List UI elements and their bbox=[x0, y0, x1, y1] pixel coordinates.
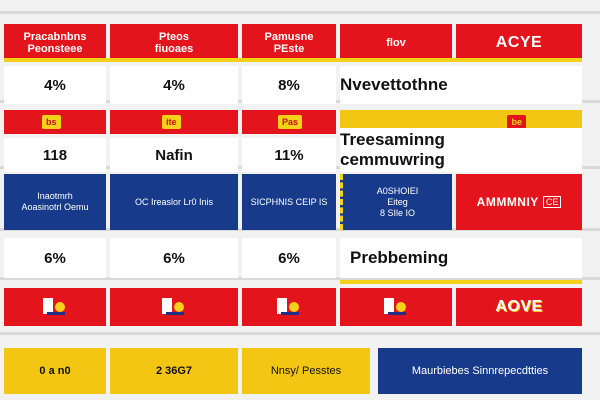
flag-icon bbox=[160, 296, 188, 318]
footer-cell[interactable] bbox=[378, 348, 582, 394]
divider bbox=[0, 11, 600, 14]
info-cell[interactable] bbox=[4, 174, 106, 230]
footer-text: 0 a n0 bbox=[39, 364, 71, 377]
accent-strip bbox=[340, 280, 582, 284]
value-cell bbox=[110, 138, 238, 172]
row-label-text: Prebbeming bbox=[350, 248, 449, 267]
info-cell[interactable] bbox=[242, 174, 336, 230]
info-text: SICPHNIS CEIP IS bbox=[250, 196, 328, 207]
header-cell[interactable] bbox=[4, 24, 106, 62]
info-text: Inaotmrh Aoasinotrl Oemu bbox=[21, 191, 89, 212]
value-text: 4% bbox=[44, 76, 66, 94]
row-label-text: Treesaminng cemmuwring bbox=[340, 130, 445, 169]
header-cell[interactable] bbox=[340, 24, 452, 62]
header-label: Pracabnbns Peonsteee bbox=[23, 31, 87, 55]
status-badge: ite bbox=[162, 115, 181, 129]
value-text: Nafin bbox=[155, 146, 193, 164]
header-cell[interactable] bbox=[242, 24, 336, 62]
value-cell bbox=[4, 138, 106, 172]
info-cell[interactable] bbox=[340, 174, 452, 230]
footer-cell[interactable] bbox=[242, 348, 370, 394]
value-cell bbox=[110, 66, 238, 104]
status-label: AOVE bbox=[495, 298, 543, 315]
flag-icon bbox=[382, 296, 410, 318]
value-text: 4% bbox=[163, 76, 185, 94]
row-label bbox=[340, 66, 582, 104]
status-cell[interactable] bbox=[456, 174, 582, 230]
value-text: 6% bbox=[163, 249, 185, 267]
value-cell bbox=[110, 238, 238, 278]
value-text: 8% bbox=[278, 76, 300, 94]
row-label-text: Nvevettothne bbox=[340, 75, 448, 94]
value-cell bbox=[242, 66, 336, 104]
flag-icon bbox=[275, 296, 303, 318]
header-cell[interactable] bbox=[110, 24, 238, 62]
status-cell[interactable] bbox=[456, 288, 582, 326]
value-text: 6% bbox=[44, 249, 66, 267]
value-text: 11% bbox=[274, 146, 304, 164]
value-cell bbox=[242, 138, 336, 172]
footer-text: 2 36G7 bbox=[155, 364, 193, 377]
header-cell[interactable] bbox=[456, 24, 582, 62]
header-label: flov bbox=[386, 37, 406, 49]
badge-cell[interactable] bbox=[110, 110, 238, 134]
header-label: Pteos fiuoaes bbox=[154, 31, 194, 55]
info-text: OC Ireaslor Lr0 Inis bbox=[134, 196, 214, 207]
header-label: Pamusne PEste bbox=[264, 31, 314, 55]
accent-strip bbox=[4, 58, 582, 62]
action-button[interactable] bbox=[242, 288, 336, 326]
action-button[interactable] bbox=[110, 288, 238, 326]
value-cell bbox=[242, 238, 336, 278]
status-tag: CE bbox=[543, 196, 562, 208]
footer-text: Maurbiebes Sinnrepecdtties bbox=[411, 364, 549, 377]
status-badge: Pas bbox=[278, 115, 302, 129]
status-badge: be bbox=[507, 115, 526, 129]
header-status: ACYE bbox=[495, 34, 543, 51]
action-button[interactable] bbox=[4, 288, 106, 326]
flag-icon bbox=[41, 296, 69, 318]
badge-cell[interactable] bbox=[242, 110, 336, 134]
value-text: 6% bbox=[278, 249, 300, 267]
info-cell[interactable] bbox=[110, 174, 238, 230]
footer-cell[interactable] bbox=[4, 348, 106, 394]
action-button[interactable] bbox=[340, 288, 452, 326]
footer-cell[interactable] bbox=[110, 348, 238, 394]
footer-text: Nnsy/ Pesstes bbox=[270, 364, 342, 377]
divider bbox=[0, 332, 600, 335]
value-cell bbox=[4, 238, 106, 278]
row-label bbox=[340, 238, 582, 278]
value-text: 118 bbox=[42, 146, 68, 164]
info-text: A0SHOIEI Eiteg 8 SIle IO bbox=[376, 185, 419, 218]
value-cell bbox=[4, 66, 106, 104]
row-label bbox=[340, 128, 582, 172]
status-badge: bs bbox=[42, 115, 61, 129]
badge-cell[interactable] bbox=[4, 110, 106, 134]
status-label: AMMMNIY bbox=[476, 195, 539, 209]
